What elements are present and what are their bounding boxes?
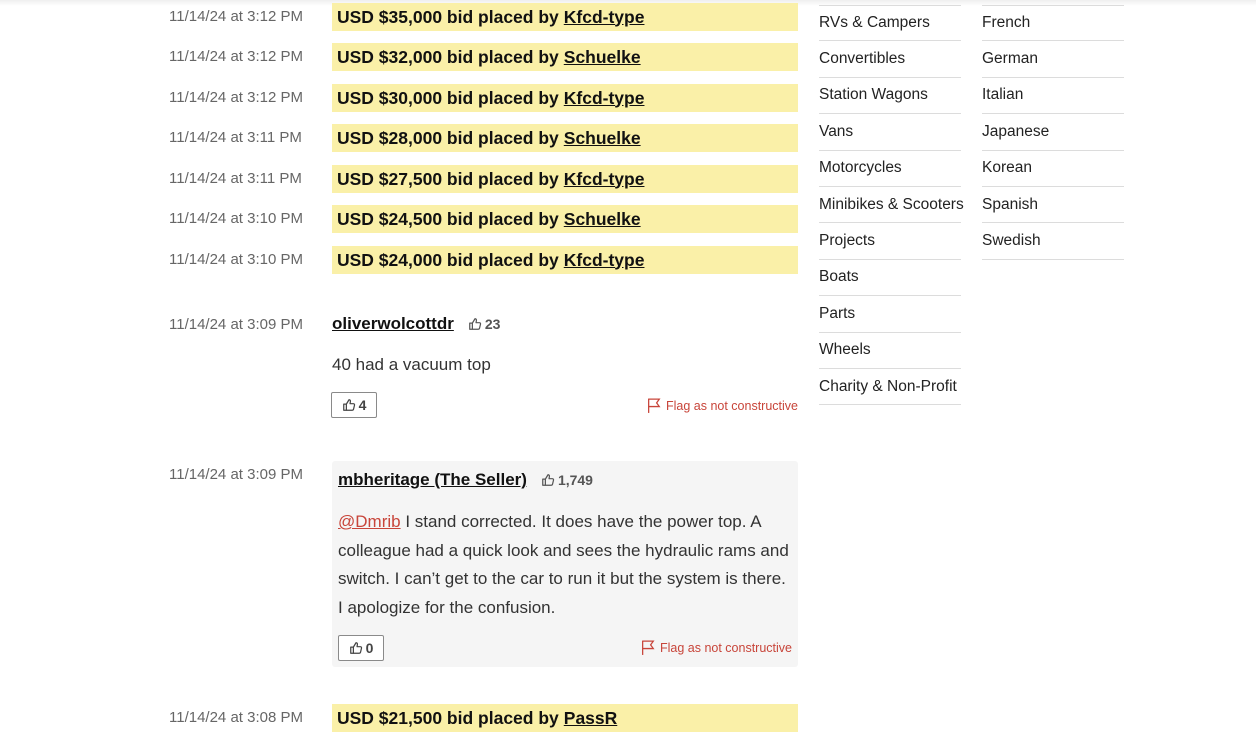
thumbs-up-icon [342, 398, 356, 412]
reputation [468, 316, 501, 332]
bidder-link[interactable]: PassR [563, 707, 618, 728]
seller-comment [0, 461, 800, 667]
upvote-count: 0 [365, 640, 374, 656]
bidder-link[interactable]: Kfcd-type [563, 249, 645, 270]
flag-label: Flag as not constructive [665, 398, 798, 413]
thumbs-up-icon [468, 317, 482, 331]
origin-item[interactable]: Korean [982, 151, 1124, 187]
category-item[interactable]: Boats [819, 260, 961, 296]
comment-text: I stand corrected. It does have the power top. A colleague had a quick look and sees the hydraulic rams and switch. I can’t get to the car to run it but the system is there. I apologize for the confusion. [338, 512, 789, 617]
timestamp: 11/14/24 at 3:12 PM [169, 48, 303, 65]
bid-text: USD $35,000 bid placed by [337, 6, 559, 27]
reputation [541, 472, 593, 488]
timestamp: 11/14/24 at 3:11 PM [169, 170, 302, 187]
seller-link[interactable]: mbheritage (The Seller) [338, 470, 527, 489]
origin-item[interactable]: French [982, 5, 1124, 41]
category-item[interactable]: RVs & Campers [819, 5, 961, 41]
flag-label: Flag as not constructive [659, 640, 792, 655]
bid-banner [332, 124, 798, 152]
bid-banner [332, 43, 798, 71]
timestamp: 11/14/24 at 3:09 PM [169, 316, 303, 333]
timestamp: 11/14/24 at 3:10 PM [169, 251, 303, 268]
origin-item[interactable]: Swedish [982, 223, 1124, 259]
comment-body: 40 had a vacuum top [332, 355, 491, 374]
category-list [819, 5, 964, 738]
bid-text: USD $24,000 bid placed by [337, 249, 559, 270]
category-item[interactable]: Station Wagons [819, 78, 961, 114]
bid-text: USD $30,000 bid placed by [337, 87, 559, 108]
reputation-count: 23 [484, 316, 501, 332]
comment-header [332, 314, 500, 334]
category-item[interactable]: Minibikes & Scooters [819, 187, 961, 223]
commenter-link[interactable]: oliverwolcottdr [332, 314, 454, 333]
timestamp: 11/14/24 at 3:09 PM [169, 466, 303, 483]
category-item[interactable]: Parts [819, 296, 961, 332]
origin-item[interactable]: Spanish [982, 187, 1124, 223]
bidder-link[interactable]: Kfcd-type [563, 6, 645, 27]
bidder-link[interactable]: Schuelke [563, 127, 641, 148]
origin-item[interactable]: Japanese [982, 114, 1124, 150]
bid-text: USD $28,000 bid placed by [337, 127, 559, 148]
upvote-count: 4 [358, 397, 367, 413]
category-item[interactable]: Projects [819, 223, 961, 259]
bidder-link[interactable]: Schuelke [563, 208, 641, 229]
seller-comment-box [332, 461, 798, 667]
origin-item[interactable]: Italian [982, 78, 1124, 114]
category-item[interactable]: Wheels [819, 333, 961, 369]
bid-banner [332, 3, 798, 31]
timestamp: 11/14/24 at 3:08 PM [169, 709, 303, 726]
origin-item[interactable]: German [982, 41, 1124, 77]
bidder-link[interactable]: Schuelke [563, 46, 641, 67]
comment-body [338, 508, 794, 622]
flag-icon [646, 397, 663, 414]
bid-banner [332, 246, 798, 274]
bid-banner [332, 704, 798, 732]
reputation-count: 1,749 [557, 472, 593, 488]
flag-link[interactable] [640, 639, 792, 656]
thumbs-up-icon [349, 641, 363, 655]
bid-text: USD $24,500 bid placed by [337, 208, 559, 229]
flag-icon [640, 639, 657, 656]
thumbs-up-icon [541, 473, 555, 487]
upvote-button[interactable] [338, 635, 384, 661]
timestamp: 11/14/24 at 3:12 PM [169, 89, 303, 106]
bid-banner [332, 84, 798, 112]
bid-text: USD $21,500 bid placed by [337, 707, 559, 728]
comment [0, 312, 800, 422]
bidder-link[interactable]: Kfcd-type [563, 168, 645, 189]
comment-header [338, 470, 593, 490]
timestamp: 11/14/24 at 3:11 PM [169, 129, 302, 146]
category-item[interactable]: Charity & Non-Profit [819, 369, 961, 405]
bidder-link[interactable]: Kfcd-type [563, 87, 645, 108]
category-item[interactable]: Motorcycles [819, 151, 961, 187]
bid-banner [332, 165, 798, 193]
bid-text: USD $27,500 bid placed by [337, 168, 559, 189]
mention-link[interactable]: @Dmrib [338, 512, 401, 531]
timestamp: 11/14/24 at 3:12 PM [169, 8, 303, 25]
origin-list [982, 5, 1124, 738]
bid-banner [332, 205, 798, 233]
bid-text: USD $32,000 bid placed by [337, 46, 559, 67]
category-item[interactable]: Vans [819, 114, 961, 150]
upvote-button[interactable] [331, 392, 377, 418]
category-item[interactable]: Convertibles [819, 41, 961, 77]
flag-link[interactable] [646, 397, 798, 414]
timestamp: 11/14/24 at 3:10 PM [169, 210, 303, 227]
